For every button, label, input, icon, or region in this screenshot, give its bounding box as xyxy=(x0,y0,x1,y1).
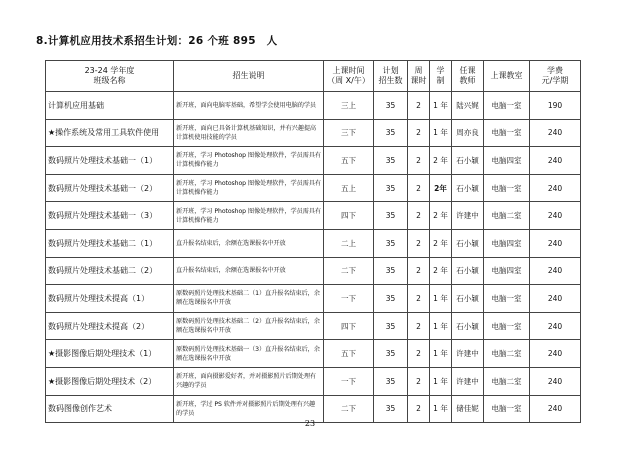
header-teacher: 任课 教师 xyxy=(452,61,484,92)
length-cell: 2 年 xyxy=(430,202,452,230)
classroom-cell: 电脑一室 xyxy=(484,119,530,147)
table-row xyxy=(46,229,581,257)
length-cell: 1 年 xyxy=(430,367,452,395)
weekly-hours-cell: 2 xyxy=(408,285,430,313)
weekly-hours-cell: 2 xyxy=(408,119,430,147)
teacher-cell: 许建中 xyxy=(452,340,484,368)
length-cell: 1 年 xyxy=(430,92,452,120)
description-cell: 新开班，面向摄影爱好者，并对摄影照片后期处理有兴趣的学员 xyxy=(174,367,324,395)
schedule-cell: 二下 xyxy=(324,395,374,423)
header-class-name: 23-24 学年度 班级名称 xyxy=(46,61,174,92)
teacher-cell: 石小颖 xyxy=(452,312,484,340)
class-name-cell: 数码照片处理技术基础一（1） xyxy=(46,147,174,175)
description-cell: 新开班，学习 Photoshop 图像处理软件，学员需具有计算机操作能力 xyxy=(174,202,324,230)
enrollment-cell: 35 xyxy=(374,229,408,257)
weekly-hours-cell: 2 xyxy=(408,229,430,257)
schedule-cell: 五下 xyxy=(324,147,374,175)
schedule-cell: 二下 xyxy=(324,257,374,285)
weekly-hours-cell: 2 xyxy=(408,92,430,120)
description-cell: 新开班，面向已具备计算机基础知识，并有兴趣提高计算机使用技能的学员 xyxy=(174,119,324,147)
description-cell: 原数码照片处理技术基础一（3）直升报名结束后，余额在选课报名中开放 xyxy=(174,340,324,368)
length-cell: 1 年 xyxy=(430,340,452,368)
class-name-cell: 数码图像创作艺术 xyxy=(46,395,174,423)
classroom-cell: 电脑二室 xyxy=(484,340,530,368)
teacher-cell: 许建中 xyxy=(452,202,484,230)
weekly-hours-cell: 2 xyxy=(408,147,430,175)
schedule-cell: 四下 xyxy=(324,312,374,340)
classroom-cell: 电脑四室 xyxy=(484,147,530,175)
weekly-hours-cell: 2 xyxy=(408,312,430,340)
table-row xyxy=(46,119,581,147)
length-cell: 1 年 xyxy=(430,119,452,147)
teacher-cell: 石小颖 xyxy=(452,174,484,202)
class-name-cell: ★摄影图像后期处理技术（2） xyxy=(46,367,174,395)
fee-cell: 240 xyxy=(530,229,581,257)
description-cell: 原数码照片处理技术基础二（2）直升报名结束后，余额在选课报名中开放 xyxy=(174,312,324,340)
classroom-cell: 电脑一室 xyxy=(484,285,530,313)
description-cell: 新开班，学过 PS 软件并对摄影照片后期处理有兴趣的学员 xyxy=(174,395,324,423)
description-cell: 直升报名结束后，余额在选课报名中开放 xyxy=(174,257,324,285)
header-schedule: 上课时间 （周 X/午） xyxy=(324,61,374,92)
class-name-cell: ★摄影图像后期处理技术（1） xyxy=(46,340,174,368)
fee-cell: 240 xyxy=(530,257,581,285)
enrollment-cell: 35 xyxy=(374,257,408,285)
weekly-hours-cell: 2 xyxy=(408,202,430,230)
length-cell: 1 年 xyxy=(430,395,452,423)
fee-cell: 240 xyxy=(530,202,581,230)
table-row xyxy=(46,92,581,120)
header-fee: 学费 元/学期 xyxy=(530,61,581,92)
enrollment-cell: 35 xyxy=(374,395,408,423)
description-cell: 原数码照片处理技术基础二（1）直升报名结束后，余额在选课报名中开放 xyxy=(174,285,324,313)
class-name-cell: 数码照片处理技术基础一（2） xyxy=(46,174,174,202)
teacher-cell: 陆兴娓 xyxy=(452,92,484,120)
enrollment-cell: 35 xyxy=(374,92,408,120)
weekly-hours-cell: 2 xyxy=(408,395,430,423)
enrollment-cell: 35 xyxy=(374,147,408,175)
schedule-cell: 一下 xyxy=(324,285,374,313)
classroom-cell: 电脑一室 xyxy=(484,312,530,340)
teacher-cell: 石小颖 xyxy=(452,257,484,285)
schedule-cell: 五上 xyxy=(324,174,374,202)
weekly-hours-cell: 2 xyxy=(408,174,430,202)
length-cell: 2年 xyxy=(430,174,452,202)
enrollment-cell: 35 xyxy=(374,367,408,395)
page-number: 23 xyxy=(304,419,316,428)
header-description: 招生说明 xyxy=(174,61,324,92)
fee-cell: 240 xyxy=(530,119,581,147)
table-row xyxy=(46,312,581,340)
description-cell: 新开班，面向电脑零基础，希望学会使用电脑的学员 xyxy=(174,92,324,120)
class-name-cell: 数码照片处理技术基础一（3） xyxy=(46,202,174,230)
enrollment-cell: 35 xyxy=(374,285,408,313)
schedule-cell: 三下 xyxy=(324,119,374,147)
teacher-cell: 石小颖 xyxy=(452,147,484,175)
class-name-cell: 数码照片处理技术提高（1） xyxy=(46,285,174,313)
fee-cell: 240 xyxy=(530,395,581,423)
fee-cell: 240 xyxy=(530,174,581,202)
length-cell: 2 年 xyxy=(430,147,452,175)
table-row xyxy=(46,285,581,313)
teacher-cell: 许建中 xyxy=(452,367,484,395)
fee-cell: 240 xyxy=(530,147,581,175)
teacher-cell: 储佳妮 xyxy=(452,395,484,423)
enrollment-cell: 35 xyxy=(374,340,408,368)
teacher-cell: 周亦良 xyxy=(452,119,484,147)
table-row xyxy=(46,257,581,285)
fee-cell: 240 xyxy=(530,340,581,368)
section-heading: 8.计算机应用技术系招生计划：26 个班 895 人 xyxy=(36,35,278,47)
fee-cell: 240 xyxy=(530,367,581,395)
classroom-cell: 电脑一室 xyxy=(484,92,530,120)
classroom-cell: 电脑二室 xyxy=(484,367,530,395)
fee-cell: 240 xyxy=(530,285,581,313)
table-row xyxy=(46,340,581,368)
schedule-cell: 五下 xyxy=(324,340,374,368)
classroom-cell: 电脑二室 xyxy=(484,202,530,230)
class-name-cell: 数码照片处理技术提高（2） xyxy=(46,312,174,340)
enrollment-cell: 35 xyxy=(374,174,408,202)
teacher-cell: 石小颖 xyxy=(452,285,484,313)
length-cell: 1 年 xyxy=(430,312,452,340)
length-cell: 1 年 xyxy=(430,285,452,313)
classroom-cell: 电脑四室 xyxy=(484,229,530,257)
header-classroom: 上课教室 xyxy=(484,61,530,92)
class-name-cell: 数码照片处理技术基础二（1） xyxy=(46,229,174,257)
weekly-hours-cell: 2 xyxy=(408,340,430,368)
schedule-cell: 一下 xyxy=(324,367,374,395)
classroom-cell: 电脑一室 xyxy=(484,174,530,202)
schedule-cell: 三上 xyxy=(324,92,374,120)
classroom-cell: 电脑四室 xyxy=(484,257,530,285)
weekly-hours-cell: 2 xyxy=(408,257,430,285)
enrollment-plan-table xyxy=(45,60,581,423)
class-name-cell: ★操作系统及常用工具软件使用 xyxy=(46,119,174,147)
table-header-row xyxy=(46,61,581,92)
fee-cell: 190 xyxy=(530,92,581,120)
table-row xyxy=(46,174,581,202)
teacher-cell: 石小颖 xyxy=(452,229,484,257)
header-weekly-hours: 周 课时 xyxy=(408,61,430,92)
class-name-cell: 数码照片处理技术基础二（2） xyxy=(46,257,174,285)
header-enrollment: 计划 招生数 xyxy=(374,61,408,92)
class-name-cell: 计算机应用基础 xyxy=(46,92,174,120)
description-cell: 直升报名结束后，余额在选课报名中开放 xyxy=(174,229,324,257)
schedule-cell: 四下 xyxy=(324,202,374,230)
enrollment-cell: 35 xyxy=(374,202,408,230)
length-cell: 2 年 xyxy=(430,229,452,257)
classroom-cell: 电脑一室 xyxy=(484,395,530,423)
table-row xyxy=(46,202,581,230)
length-cell: 2 年 xyxy=(430,257,452,285)
enrollment-cell: 35 xyxy=(374,312,408,340)
fee-cell: 240 xyxy=(530,312,581,340)
description-cell: 新开班，学习 Photoshop 图像处理软件，学员需具有计算机操作能力 xyxy=(174,147,324,175)
header-length: 学 制 xyxy=(430,61,452,92)
schedule-cell: 二上 xyxy=(324,229,374,257)
description-cell: 新开班，学习 Photoshop 图像处理软件，学员需具有计算机操作能力 xyxy=(174,174,324,202)
enrollment-cell: 35 xyxy=(374,119,408,147)
weekly-hours-cell: 2 xyxy=(408,367,430,395)
table-row xyxy=(46,147,581,175)
table-row xyxy=(46,367,581,395)
